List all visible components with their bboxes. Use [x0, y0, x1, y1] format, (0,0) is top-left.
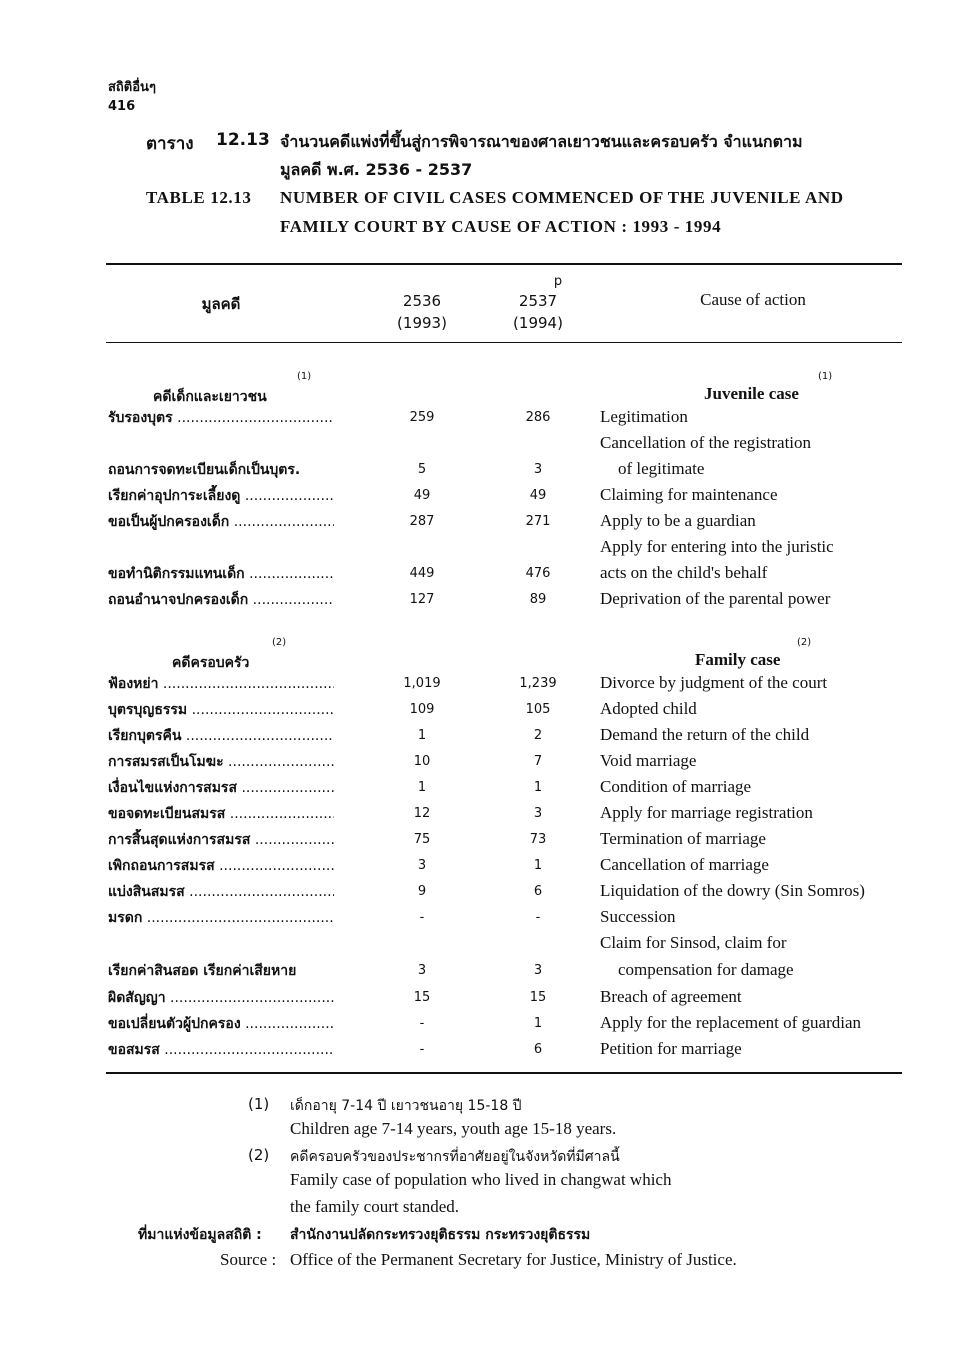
table-row	[0, 987, 966, 1013]
row-label-thai: บุตรบุญธรรม .....	[108, 699, 334, 721]
row-label-english: Apply for entering into the juristic	[600, 537, 834, 556]
note-1-thai: เด็กอายุ 7-14 ปี เยาวชนอายุ 15-18 ปี	[290, 1098, 522, 1114]
row-value-1993: 5	[417, 462, 427, 477]
table-row	[0, 933, 966, 959]
family-section-title-en: Family case	[695, 650, 781, 669]
family-section-title-th: คดีครอบครัว	[172, 655, 250, 671]
row-value-1994: 1	[533, 1016, 543, 1031]
row-label-thai: เงื่อนไขแห่งการสมรส .....	[108, 777, 334, 799]
row-label-thai: ผิดสัญญา .....	[108, 987, 334, 1009]
row-label-thai: ขอจดทะเบียนสมรส .....	[108, 803, 334, 825]
row-label-english: Apply for marriage registration	[600, 803, 813, 822]
table-row	[0, 511, 966, 537]
row-label-thai: เรียกบุตรคืน .....	[108, 725, 334, 747]
row-label-english: Condition of marriage	[600, 777, 752, 796]
row-value-1993: 127	[409, 592, 435, 607]
note-1-ref: (1)	[248, 1095, 270, 1113]
row-label-thai: แบ่งสินสมรส .....	[108, 881, 334, 903]
note-2-english-line1: Family case of population who lived in changwat which	[290, 1170, 672, 1189]
table-row	[0, 777, 966, 803]
row-label-english: Claiming for maintenance	[600, 485, 778, 504]
row-value-1994: 6	[533, 884, 543, 899]
row-label-thai: ถอนการจดทะเบียนเด็กเป็นบุตร.	[108, 462, 301, 478]
row-value-1994: 1	[533, 780, 543, 795]
row-value-1993: 1	[417, 780, 427, 795]
row-value-1993: 49	[413, 488, 431, 503]
row-label-english: of legitimate	[618, 459, 705, 478]
note-2-english-line2: the family court standed.	[290, 1197, 460, 1216]
row-label-english: Divorce by judgment of the court	[600, 673, 828, 692]
row-value-1994: 6	[533, 1042, 543, 1057]
column-head-2536: 2536	[402, 292, 442, 310]
source-text-thai: สำนักงานปลัดกระทรวงยุติธรรม กระทรวงยุติธรรม	[290, 1227, 591, 1243]
row-label-thai: การสิ้นสุดแห่งการสมรส .....	[108, 829, 334, 851]
row-value-1994: 2	[533, 728, 543, 743]
note-1-english: Children age 7-14 years, youth age 15-18 years.	[290, 1119, 617, 1138]
row-value-1994: 3	[533, 462, 543, 477]
column-head-english: Cause of action	[700, 290, 806, 309]
header-bottom-rule	[106, 342, 902, 343]
row-label-english: Deprivation of the parental power	[600, 589, 831, 608]
title-th-line2: มูลคดี พ.ศ. 2536 - 2537	[280, 160, 473, 179]
row-value-1994: 476	[525, 566, 551, 581]
row-label-thai: การสมรสเป็นโมฆะ .....	[108, 751, 334, 773]
page-number: 416	[108, 99, 136, 114]
row-value-1994: 7	[533, 754, 543, 769]
row-value-1993: 1,019	[403, 676, 441, 691]
table-bottom-rule	[106, 1072, 902, 1074]
row-label-english: Petition for marriage	[600, 1039, 742, 1058]
row-label-thai: เรียกค่าสินสอด เรียกค่าเสียหาย	[108, 963, 297, 979]
column-head-2537: 2537	[518, 292, 558, 310]
source-label-english: Source :	[220, 1250, 277, 1269]
row-value-1994: 286	[525, 410, 551, 425]
row-value-1993: 15	[413, 990, 431, 1005]
row-value-1994: 49	[529, 488, 547, 503]
row-label-english: Apply to be a guardian	[600, 511, 756, 530]
row-value-1993: 3	[417, 963, 427, 978]
table-row	[0, 881, 966, 907]
row-value-1994: 1,239	[519, 676, 557, 691]
row-value-1993: -	[419, 910, 425, 925]
family-th-note-ref: (2)	[272, 637, 287, 648]
row-value-1993: 10	[413, 754, 431, 769]
row-label-thai: ขอสมรส .....	[108, 1039, 334, 1061]
table-row	[0, 960, 966, 986]
table-row	[0, 803, 966, 829]
table-row	[0, 1013, 966, 1039]
row-value-1994: 15	[529, 990, 547, 1005]
row-label-thai: ฟ้องหย่า .....	[108, 673, 334, 695]
table-row	[0, 485, 966, 511]
row-label-thai: ขอเปลี่ยนตัวผู้ปกครอง .....	[108, 1013, 334, 1035]
row-value-1993: 287	[409, 514, 435, 529]
row-label-english: Termination of marriage	[600, 829, 766, 848]
column-head-1994: (1994)	[513, 314, 563, 332]
table-top-rule	[106, 263, 902, 265]
source-text-english: Office of the Permanent Secretary for Justice, Ministry of Justice.	[290, 1250, 737, 1269]
column-head-1993: (1993)	[397, 314, 447, 332]
row-label-english: Liquidation of the dowry (Sin Somros)	[600, 881, 865, 900]
row-label-thai: รับรองบุตร .....	[108, 407, 334, 429]
section-name: สถิติอื่นๆ	[108, 80, 156, 95]
row-value-1993: 75	[413, 832, 431, 847]
row-label-english: Breach of agreement	[600, 987, 742, 1006]
row-value-1993: -	[419, 1016, 425, 1031]
row-label-english: Cancellation of marriage	[600, 855, 769, 874]
row-label-english: compensation for damage	[618, 960, 794, 979]
row-value-1994: 271	[525, 514, 551, 529]
row-value-1994: -	[535, 910, 541, 925]
row-label-thai: เพิกถอนการสมรส .....	[108, 855, 334, 877]
table-row	[0, 673, 966, 699]
note-2-ref: (2)	[248, 1146, 270, 1164]
table-row	[0, 829, 966, 855]
row-label-thai: ถอนอำนาจปกครองเด็ก .....	[108, 589, 334, 611]
row-value-1993: 109	[409, 702, 435, 717]
row-label-thai: ขอทำนิติกรรมแทนเด็ก .....	[108, 563, 334, 585]
title-th-label: ตาราง	[146, 134, 194, 154]
row-value-1993: 1	[417, 728, 427, 743]
row-value-1993: -	[419, 1042, 425, 1057]
row-label-english: Void marriage	[600, 751, 697, 770]
row-label-english: acts on the child's behalf	[600, 563, 768, 582]
row-value-1994: 1	[533, 858, 543, 873]
juvenile-th-note-ref: (1)	[297, 371, 312, 382]
row-value-1993: 3	[417, 858, 427, 873]
juvenile-en-note-ref: (1)	[818, 371, 833, 382]
row-value-1993: 9	[417, 884, 427, 899]
row-label-english: Claim for Sinsod, claim for	[600, 933, 787, 952]
source-label-thai: ที่มาแห่งข้อมูลสถิติ :	[138, 1227, 262, 1243]
title-en-line2: FAMILY COURT BY CAUSE OF ACTION : 1993 - 1994	[280, 217, 722, 236]
title-th-number: 12.13	[216, 130, 270, 150]
title-en-label: TABLE 12.13	[146, 188, 252, 207]
preliminary-mark: p	[553, 274, 563, 289]
table-row	[0, 433, 966, 459]
row-value-1994: 3	[533, 806, 543, 821]
row-label-english: Succession	[600, 907, 676, 926]
table-row	[0, 459, 966, 485]
table-row	[0, 1039, 966, 1065]
title-en-line1: NUMBER OF CIVIL CASES COMMENCED OF THE JUVENILE AND	[280, 188, 844, 207]
row-value-1993: 12	[413, 806, 431, 821]
row-value-1994: 89	[529, 592, 547, 607]
row-value-1993: 449	[409, 566, 435, 581]
juvenile-section-title-th: คดีเด็กและเยาวชน	[153, 389, 267, 405]
row-label-english: Adopted child	[600, 699, 697, 718]
table-row	[0, 725, 966, 751]
table-row	[0, 407, 966, 433]
juvenile-section-title-en: Juvenile case	[704, 384, 799, 403]
row-label-thai: ขอเป็นผู้ปกครองเด็ก .....	[108, 511, 334, 533]
title-th-line1: จำนวนคดีแพ่งที่ขึ้นสู่การพิจารณาของศาลเยาวชนและครอบครัว จำแนกตาม	[280, 132, 803, 151]
row-label-english: Cancellation of the registration	[600, 433, 812, 452]
row-label-english: Legitimation	[600, 407, 688, 426]
table-row	[0, 537, 966, 563]
family-en-note-ref: (2)	[797, 637, 812, 648]
row-label-thai: มรดก .....	[108, 907, 334, 929]
row-value-1993: 259	[409, 410, 435, 425]
table-row	[0, 907, 966, 933]
table-row	[0, 751, 966, 777]
table-row	[0, 563, 966, 589]
note-2-thai: คดีครอบครัวของประชากรที่อาศัยอยู่ในจังหวัดที่มีศาลนี้	[290, 1149, 620, 1165]
table-row	[0, 589, 966, 615]
column-head-thai: มูลคดี	[201, 295, 241, 313]
row-value-1994: 105	[525, 702, 551, 717]
row-label-english: Apply for the replacement of guardian	[600, 1013, 862, 1032]
row-value-1994: 3	[533, 963, 543, 978]
row-label-english: Demand the return of the child	[600, 725, 810, 744]
row-label-thai: เรียกค่าอุปการะเลี้ยงดู .....	[108, 485, 334, 507]
row-value-1994: 73	[529, 832, 547, 847]
table-row	[0, 699, 966, 725]
table-row	[0, 855, 966, 881]
